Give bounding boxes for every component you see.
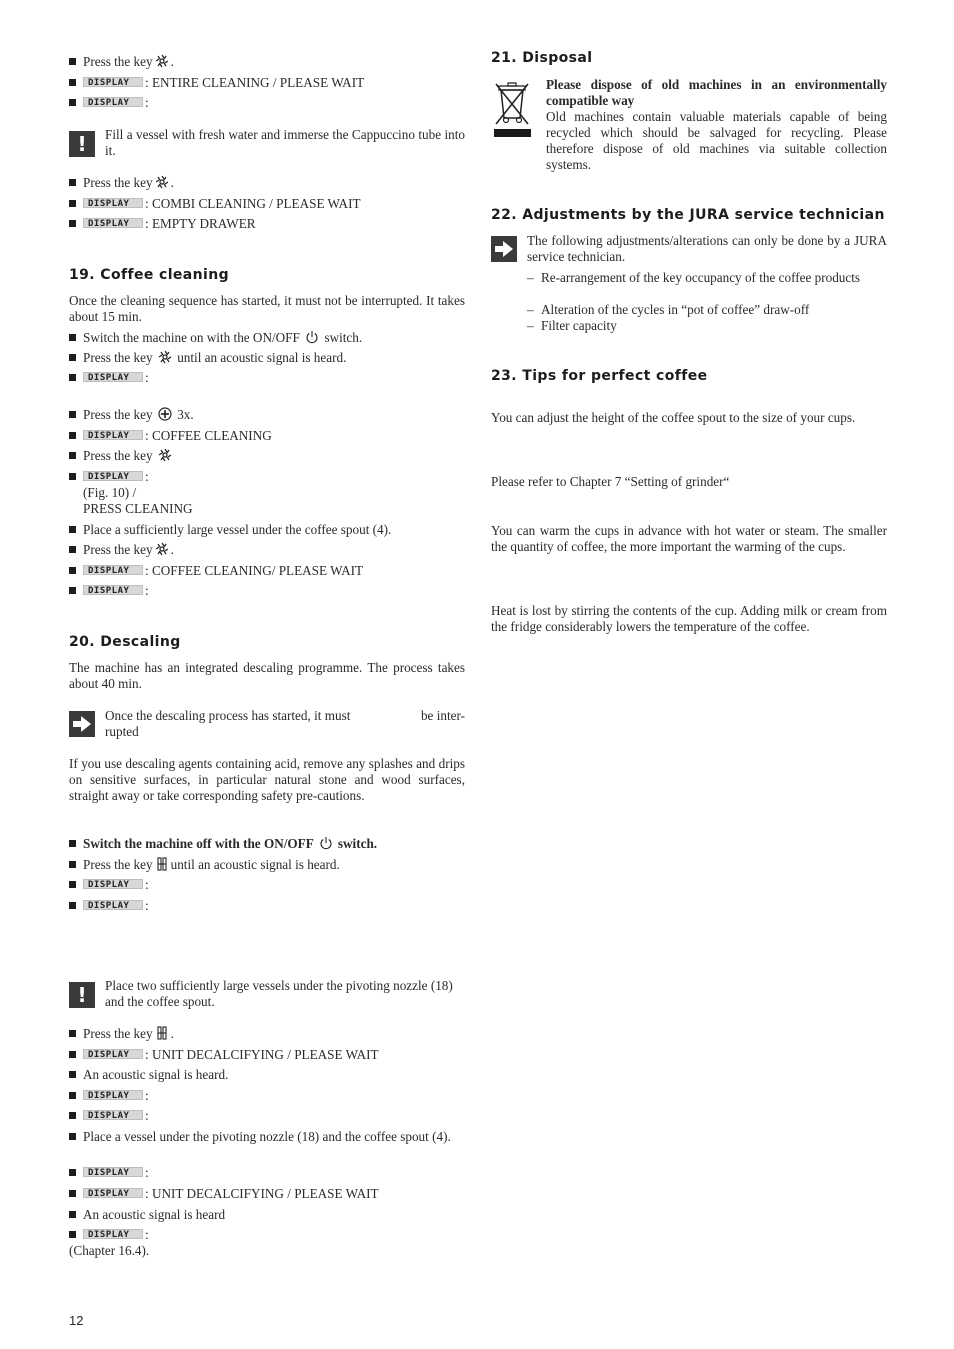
crossed-bin-icon <box>492 80 532 140</box>
list-item: DISPLAY: (Fig. 10) / PRESS CLEANING <box>69 469 465 517</box>
list-item: DISPLAY: <box>69 877 465 893</box>
list-item: Press the key . <box>69 175 465 191</box>
section-title-19: 19. Coffee cleaning <box>69 267 230 283</box>
list-item: Press the key . <box>69 542 465 558</box>
display-icon <box>83 1090 143 1100</box>
disposal-heading: Please dispose of old machines in an environmentally compatible way <box>546 77 887 108</box>
list-item: An acoustic signal is heard. <box>69 1067 465 1083</box>
display-icon <box>83 97 143 107</box>
display-icon <box>83 1110 143 1120</box>
display-icon <box>83 1229 143 1239</box>
display-icon <box>83 585 143 595</box>
exclamation-icon <box>69 131 95 157</box>
list-item: – Filter capacity <box>527 318 887 334</box>
arrow-right-icon <box>491 236 517 262</box>
display-icon <box>83 1167 143 1177</box>
list-item: DISPLAY: UNIT DECALCIFYING / PLEASE WAIT <box>69 1047 465 1063</box>
note-warning: Fill a vessel with fresh water and immerse the Cappuccino tube into it. <box>105 127 465 158</box>
list-item: DISPLAY: <box>69 1088 465 1104</box>
list-item: DISPLAY: COFFEE CLEANING/ PLEASE WAIT <box>69 563 465 579</box>
list-item: An acoustic signal is heard <box>69 1207 465 1223</box>
list-item: DISPLAY: <box>69 95 465 111</box>
disposal-text: Old machines contain valuable materials capable of being recycled which should be salvaged for recycling. Please therefore dispose of old machines via suitable collection systems. <box>546 109 887 172</box>
display-icon <box>83 879 143 889</box>
list-item: – Re-arrangement of the key occupancy of the coffee products <box>527 270 887 286</box>
exclamation-icon <box>69 982 95 1008</box>
list-item: – Alteration of the cycles in “pot of coffee” draw-off <box>527 302 887 318</box>
arrow-right-icon <box>69 711 95 737</box>
list-item: Place a vessel under the pivoting nozzle (18) and the coffee spout (4). <box>69 1129 465 1145</box>
note-info: The following adjustments/alterations can only be done by a JURA service technician. <box>527 233 887 264</box>
tip-paragraph: Heat is lost by stirring the contents of the cup. Adding milk or cream from the fridge considerably lowers the temperature of the coffee. <box>491 603 887 634</box>
display-icon <box>83 77 143 87</box>
section-intro: The machine has an integrated descaling programme. The process takes about 40 min. <box>69 660 465 691</box>
list-item: DISPLAY: <box>69 898 465 914</box>
list-item: Press the key . <box>69 1026 465 1042</box>
cleaning-key-icon <box>155 54 169 68</box>
list-item: DISPLAY: <box>69 1165 465 1181</box>
display-icon <box>83 1049 143 1059</box>
descale-key-icon <box>155 1026 169 1040</box>
list-item: Press the key until an acoustic signal is heard. <box>69 350 465 366</box>
note-info: Once the descaling process has started, it must be inter- rupted <box>105 708 465 739</box>
list-item: Place a sufficiently large vessel under the coffee spout (4). <box>69 522 465 538</box>
list-item: Press the key until an acoustic signal is heard. <box>69 857 465 873</box>
list-item: DISPLAY: <box>69 370 465 386</box>
list-item: Switch the machine off with the ON/OFF switch. <box>69 836 465 852</box>
display-icon <box>83 218 143 228</box>
section-title-22: 22. Adjustments by the JURA service technician <box>491 207 885 223</box>
cleaning-key-icon <box>158 350 172 364</box>
chapter-reference: (Chapter 16.4). <box>69 1243 150 1258</box>
list-item: DISPLAY: COMBI CLEANING / PLEASE WAIT <box>69 196 465 212</box>
tip-paragraph: You can warm the cups in advance with hot water or steam. The smaller the quantity of coffee, the more important the warming of the cups. <box>491 523 887 554</box>
cleaning-key-icon <box>155 542 169 556</box>
plus-key-icon <box>158 407 172 421</box>
list-item: DISPLAY: COFFEE CLEANING <box>69 428 465 444</box>
display-icon <box>83 430 143 440</box>
display-icon <box>83 471 143 481</box>
display-icon <box>83 198 143 208</box>
tip-paragraph: You can adjust the height of the coffee spout to the size of your cups. <box>491 410 856 425</box>
section-title-20: 20. Descaling <box>69 634 181 650</box>
power-icon <box>305 330 319 344</box>
descale-key-icon <box>155 857 169 871</box>
caution-paragraph: If you use descaling agents containing acid, remove any splashes and drips on sensitive surfaces, in particular natural stone and wood surfaces, straight away or take corresponding safety pre-cautions. <box>69 756 465 803</box>
power-icon <box>319 836 333 850</box>
display-icon <box>83 565 143 575</box>
display-icon <box>83 372 143 382</box>
cleaning-key-icon <box>155 175 169 189</box>
list-item: DISPLAY: UNIT DECALCIFYING / PLEASE WAIT <box>69 1186 465 1202</box>
list-item: Press the key 3x. <box>69 407 465 423</box>
list-item: DISPLAY: <box>69 1108 465 1124</box>
display-icon <box>83 900 143 910</box>
section-title-23: 23. Tips for perfect coffee <box>491 368 708 384</box>
list-item: DISPLAY: ENTIRE CLEANING / PLEASE WAIT <box>69 75 465 91</box>
list-item: DISPLAY: EMPTY DRAWER <box>69 216 465 232</box>
cleaning-key-icon <box>158 448 172 462</box>
list-item: Press the key <box>69 448 465 464</box>
note-warning: Place two sufficiently large vessels under the pivoting nozzle (18) and the coffee spout. <box>105 978 453 1009</box>
list-item: Switch the machine on with the ON/OFF switch. <box>69 330 465 346</box>
display-icon <box>83 1188 143 1198</box>
section-title-21: 21. Disposal <box>491 50 593 66</box>
page-number: 12 <box>69 1313 84 1328</box>
list-item: DISPLAY: <box>69 1227 465 1243</box>
list-item: DISPLAY: <box>69 583 465 599</box>
section-intro: Once the cleaning sequence has started, it must not be interrupted. It takes about 15 min. <box>69 293 465 324</box>
list-item: Press the key . <box>69 54 465 70</box>
tip-paragraph: Please refer to Chapter 7 “Setting of grinder“ <box>491 474 730 489</box>
